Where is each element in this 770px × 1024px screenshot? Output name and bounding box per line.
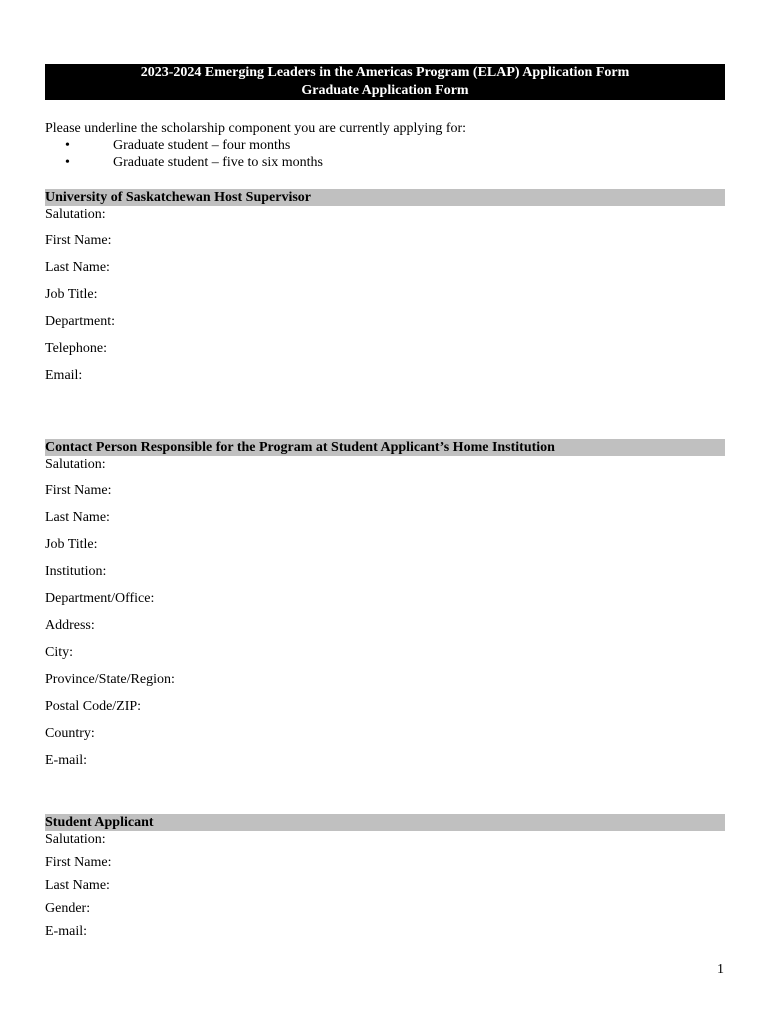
scholarship-options-list <box>45 137 725 171</box>
form-field-label: First Name: <box>45 483 112 498</box>
scholarship-option <box>45 154 725 171</box>
form-field-label: Job Title: <box>45 537 98 552</box>
section-heading: Student Applicant <box>45 814 725 831</box>
form-field-label: Email: <box>45 368 83 383</box>
form-field-label: Last Name: <box>45 878 110 893</box>
form-field-label: Department: <box>45 314 115 329</box>
form-field-label: Salutation: <box>45 457 106 472</box>
form-field-label: Salutation: <box>45 207 106 222</box>
form-field-label: Job Title: <box>45 287 98 302</box>
form-field-label: First Name: <box>45 233 112 248</box>
form-field-label: First Name: <box>45 855 112 870</box>
form-field-label: Province/State/Region: <box>45 672 175 687</box>
home-institution-contact-section <box>45 439 725 779</box>
bullet-icon: • <box>65 138 70 153</box>
section-heading: Contact Person Responsible for the Program at Student Applicant’s Home Institution <box>45 439 725 456</box>
student-applicant-section <box>45 814 725 946</box>
form-field-label: Last Name: <box>45 510 110 525</box>
form-title: 2023-2024 Emerging Leaders in the Americas Program (ELAP) Application Form <box>140 65 630 80</box>
document-page <box>45 64 725 939</box>
form-field-label: Telephone: <box>45 341 107 356</box>
page-number: 1 <box>717 962 724 977</box>
form-subtitle: Graduate Application Form <box>301 83 469 98</box>
form-field-label: Salutation: <box>45 832 106 847</box>
scholarship-option-label: Graduate student – four months <box>113 138 291 153</box>
section-heading: University of Saskatchewan Host Supervisor <box>45 189 725 206</box>
bullet-icon: • <box>65 155 70 170</box>
field-list <box>45 206 725 394</box>
form-field-label: Department/Office: <box>45 591 155 606</box>
form-field-label: E-mail: <box>45 924 87 939</box>
form-field-label: Postal Code/ZIP: <box>45 699 142 714</box>
scholarship-option-label: Graduate student – five to six months <box>113 155 323 170</box>
instruction-text: Please underline the scholarship component you are currently applying for: <box>45 121 467 136</box>
form-field-label: Country: <box>45 726 95 741</box>
host-supervisor-section <box>45 189 725 394</box>
form-field-label: Last Name: <box>45 260 110 275</box>
form-title-banner <box>45 64 725 100</box>
form-field-label: Address: <box>45 618 95 633</box>
field-list <box>45 456 725 779</box>
form-field-label: E-mail: <box>45 753 87 768</box>
form-field-label: Gender: <box>45 901 91 916</box>
field-list <box>45 831 725 946</box>
scholarship-instructions <box>45 120 725 171</box>
scholarship-option <box>45 137 725 154</box>
form-field-label: City: <box>45 645 74 660</box>
form-field-label: Institution: <box>45 564 107 579</box>
